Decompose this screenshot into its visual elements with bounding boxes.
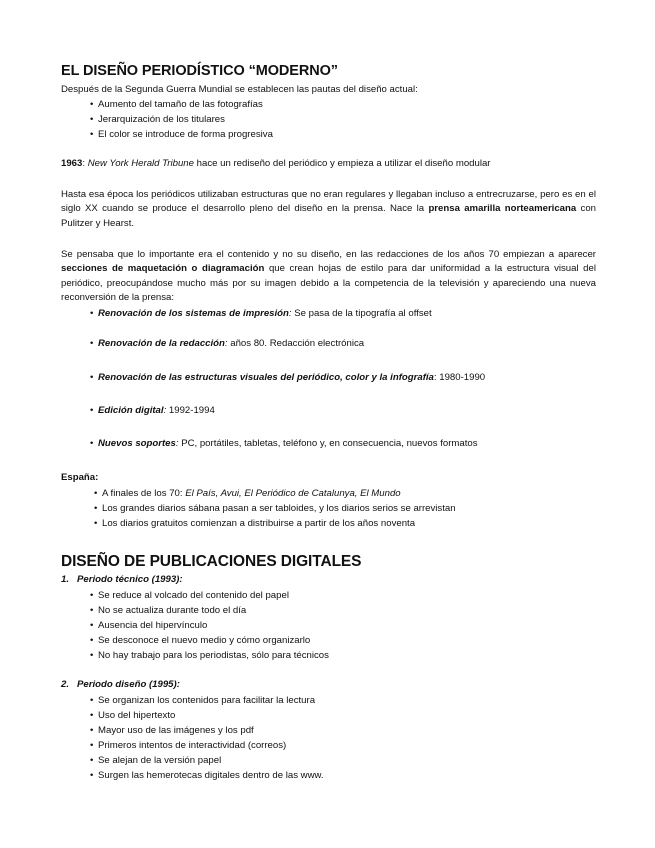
list-item: • Se reduce al volcado del contenido del papel xyxy=(90,590,289,602)
section-title-moderno xyxy=(61,63,596,79)
bullet-icon: • xyxy=(90,590,94,602)
page-title: EL DISEÑO PERIODÍSTICO “MODERNO” xyxy=(61,63,338,79)
list-item: • No hay trabajo para los periodistas, sólo para técnicos xyxy=(90,650,329,662)
bullet-icon: • xyxy=(94,518,98,530)
intro-block xyxy=(61,83,596,142)
list-item: • Ausencia del hipervínculo xyxy=(90,620,208,632)
bullet-icon: • xyxy=(90,740,94,752)
section-title: DISEÑO DE PUBLICACIONES DIGITALES xyxy=(61,553,362,570)
bullet-icon: • xyxy=(90,308,94,319)
list-item: • El color se introduce de forma progresiva xyxy=(90,129,273,141)
list-item: • Se organizan los contenidos para facilitar la lectura xyxy=(90,695,316,707)
list-item: • Uso del hipertexto xyxy=(90,710,176,722)
year-1963-block xyxy=(61,157,596,171)
hasta-paragraph: Hasta esa época los periódicos utilizaban estructuras que no eran regulares y llegaban incluso a entrecruzarse, pero es en el siglo XX cuando se produce el desarrollo pleno del diseño en la prensa. Nace la prensa amarilla norteamericana con Pulitzer y Hearst. xyxy=(61,189,596,229)
list-item: • Surgen las hemerotecas digitales dentro de las www. xyxy=(90,770,324,782)
bullet-icon: • xyxy=(90,755,94,767)
list-item: • Mayor uso de las imágenes y los pdf xyxy=(90,725,254,737)
year-1963-text: 1963: New York Herald Tribune hace un rediseño del periódico y empieza a utilizar el diseño modular xyxy=(61,158,491,169)
renovacion-item: • Renovación de las estructuras visuales del periódico, color y la infografía: 1980-1990 xyxy=(90,372,486,383)
pautas-list xyxy=(90,97,596,142)
list-item: • Jerarquización de los titulares xyxy=(90,114,225,126)
bullet-icon: • xyxy=(90,338,94,349)
list-item: • Se desconoce el nuevo medio y cómo organizarlo xyxy=(90,635,311,647)
period2-heading: 2. Periodo diseño (1995): xyxy=(61,679,180,690)
hasta-paragraph-block xyxy=(61,188,596,231)
period1-heading: 1. Periodo técnico (1993): xyxy=(61,574,183,585)
se-pensaba-paragraph-block xyxy=(61,248,596,305)
list-item: • Aumento del tamaño de las fotografías xyxy=(90,99,263,111)
bullet-icon: • xyxy=(90,99,94,111)
espana-block xyxy=(61,471,596,531)
list-item: • Los diarios gratuitos comienzan a distribuirse a partir de los años noventa xyxy=(94,518,416,530)
bullet-icon: • xyxy=(94,488,98,500)
period1-list xyxy=(90,588,596,663)
intro-text: Después de la Segunda Guerra Mundial se establecen las pautas del diseño actual: xyxy=(61,84,418,95)
list-item: • Se alejan de la versión papel xyxy=(90,755,222,767)
bullet-icon: • xyxy=(94,503,98,515)
period1-block xyxy=(61,573,596,663)
bullet-icon: • xyxy=(90,114,94,126)
bullet-icon: • xyxy=(90,438,94,449)
bullet-icon: • xyxy=(90,605,94,617)
list-item: • Los grandes diarios sábana pasan a ser tabloides, y los diarios serios se arrevistan xyxy=(94,503,456,515)
bullet-icon: • xyxy=(90,710,94,722)
renovacion-item: • Renovación de la redacción: años 80. Redacción electrónica xyxy=(90,338,365,349)
bullet-icon: • xyxy=(90,770,94,782)
renovacion-item: • Nuevos soportes: PC, portátiles, tabletas, teléfono y, en consecuencia, nuevos formatos xyxy=(90,438,478,449)
section-title-digitales xyxy=(61,553,596,571)
se-pensaba-paragraph: Se pensaba que lo importante era el contenido y no su diseño, en las redacciones de los años 70 empiezan a aparecer secciones de maquetación o diagramación que crean hojas de estilo para dar uniformidad a la estructura visual del periódico, preocupándose mucho más por su imagen debido a la competencia de la televisión y apareciendo una nueva reconversión de la prensa: xyxy=(61,249,596,303)
period2-block xyxy=(61,678,596,783)
list-item: • No se actualiza durante todo el día xyxy=(90,605,247,617)
period2-list xyxy=(90,693,596,783)
bullet-icon: • xyxy=(90,129,94,141)
espana-heading: España: xyxy=(61,472,99,483)
espana-list xyxy=(94,486,596,531)
renovacion-item: • Edición digital: 1992-1994 xyxy=(90,405,215,416)
list-item: • A finales de los 70: El País, Avui, El Periódico de Catalunya, El Mundo xyxy=(94,488,401,500)
bullet-icon: • xyxy=(90,620,94,632)
bullet-icon: • xyxy=(90,635,94,647)
bullet-icon: • xyxy=(90,372,94,383)
list-item: • Primeros intentos de interactividad (correos) xyxy=(90,740,287,752)
renovacion-item: • Renovación de los sistemas de impresión: Se pasa de la tipografía al offset xyxy=(90,308,432,319)
bullet-icon: • xyxy=(90,695,94,707)
bullet-icon: • xyxy=(90,725,94,737)
bullet-icon: • xyxy=(90,405,94,416)
bullet-icon: • xyxy=(90,650,94,662)
